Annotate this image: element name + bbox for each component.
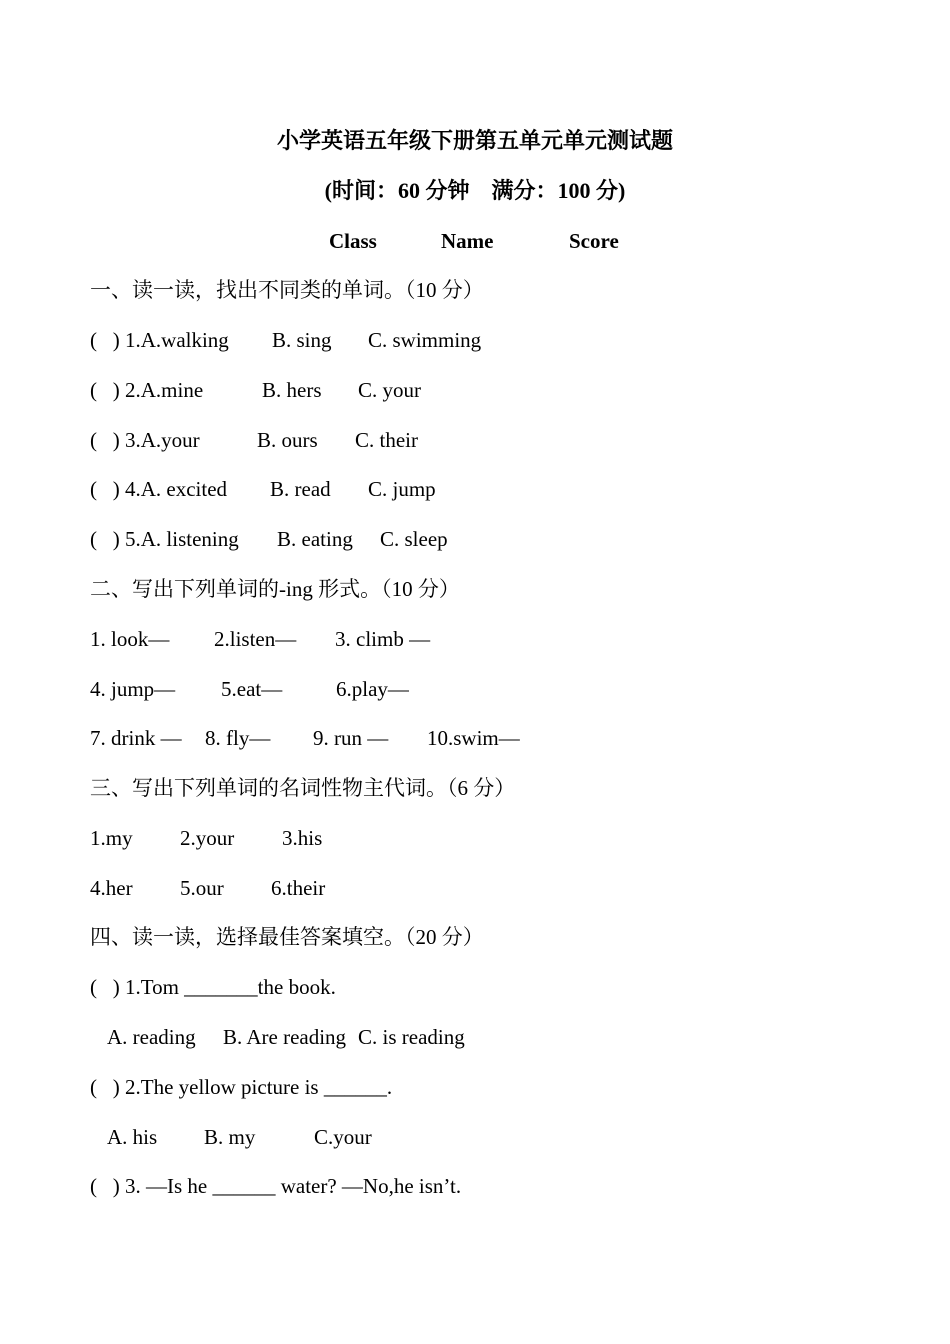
class-label: Class (329, 229, 377, 253)
ing-item: 3. climb — (335, 627, 431, 651)
section3-heading: 三、写出下列单词的名词性物主代词。（6 分） (90, 776, 516, 800)
section4-question-3: ( ) 3. —Is he ______ water? —No,he isn’t. (90, 1174, 462, 1198)
ing-item: 1. look— (90, 627, 170, 651)
option-b: B. hers (262, 378, 322, 402)
option-c: C. your (358, 378, 421, 402)
option-c: C. swimming (368, 328, 482, 352)
ing-item: 7. drink — (90, 726, 182, 750)
option-b: B. my (204, 1125, 256, 1149)
item-number: ( ) 1.A.walking (90, 328, 229, 352)
item-number: ( ) 5.A. listening (90, 527, 239, 551)
page-title: 小学英语五年级下册第五单元单元测试题 (276, 128, 673, 153)
pronoun-item: 5.our (180, 876, 224, 900)
item-number: ( ) 4.A. excited (90, 477, 228, 501)
ing-item: 8. fly— (205, 726, 271, 750)
section4-heading: 四、读一读，选择最佳答案填空。（20 分） (90, 925, 484, 949)
ing-item: 2.listen— (214, 627, 297, 651)
name-label: Name (441, 229, 494, 253)
option-a: A. his (107, 1125, 158, 1149)
pronoun-item: 2.your (180, 826, 235, 850)
pronoun-item: 4.her (90, 876, 133, 900)
option-b: B. ours (257, 428, 318, 452)
option-c: C.your (314, 1125, 372, 1149)
section4-question-1: ( ) 1.Tom _______the book. (90, 975, 336, 999)
ing-item: 5.eat— (221, 677, 283, 701)
ing-item: 6.play— (336, 677, 409, 701)
pronoun-item: 1.my (90, 826, 133, 850)
option-b: B. eating (277, 527, 353, 551)
option-b: B. Are reading (223, 1025, 347, 1049)
pronoun-item: 3.his (282, 826, 323, 850)
option-c: C. jump (368, 477, 436, 501)
option-c: C. their (355, 428, 418, 452)
score-label: Score (569, 229, 619, 253)
section1-heading: 一、读一读，找出不同类的单词。（10 分） (90, 278, 484, 302)
section4-question-2: ( ) 2.The yellow picture is ______. (90, 1075, 393, 1099)
option-c: C. is reading (358, 1025, 465, 1049)
ing-item: 4. jump— (90, 677, 176, 701)
option-b: B. read (270, 477, 331, 501)
page-subtitle: (时间：60 分钟 满分：100 分) (324, 178, 626, 203)
option-b: B. sing (272, 328, 332, 352)
section2-heading: 二、写出下列单词的-ing 形式。（10 分） (90, 577, 460, 601)
option-c: C. sleep (380, 527, 448, 551)
ing-item: 10.swim— (427, 726, 520, 750)
item-number: ( ) 3.A.your (90, 428, 200, 452)
item-number: ( ) 2.A.mine (90, 378, 204, 402)
pronoun-item: 6.their (271, 876, 326, 900)
option-a: A. reading (107, 1025, 196, 1049)
ing-item: 9. run — (313, 726, 389, 750)
